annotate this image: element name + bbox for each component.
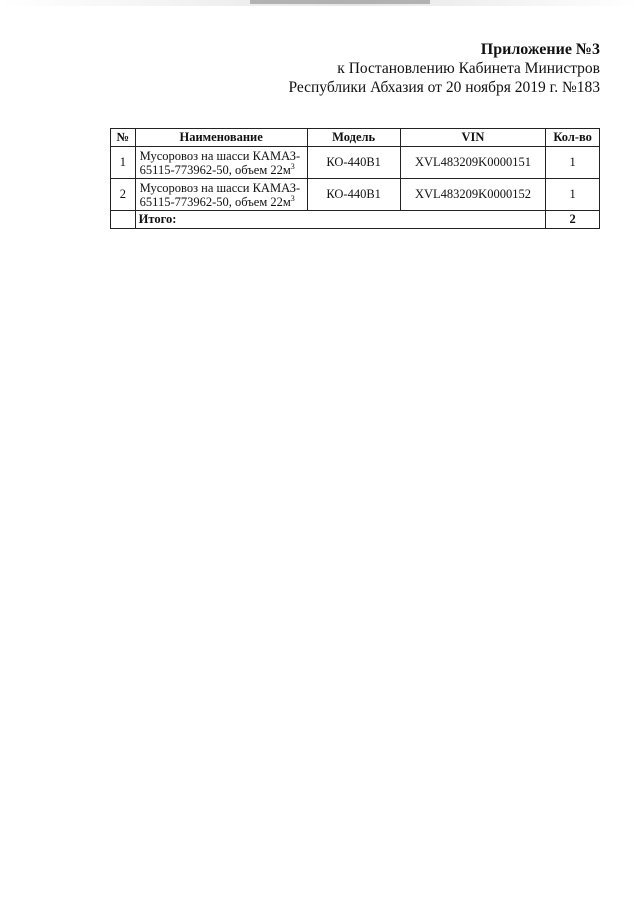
scan-edge-mark [250,0,430,4]
column-header-vin: VIN [400,129,546,147]
total-label: Итого: [135,211,546,229]
row-number: 1 [111,147,136,179]
total-row [111,211,600,229]
appendix-title: Приложение №3 [480,41,600,58]
column-header-quantity: Кол-во [546,129,600,147]
row-name-superscript: 3 [290,193,295,203]
total-value: 2 [546,211,600,229]
row-quantity: 1 [546,179,600,211]
row-name [135,179,307,211]
column-header-number: № [111,129,136,147]
vehicle-table [110,128,600,229]
row-vin: XVL483209K0000152 [400,179,546,211]
table-header-row [111,129,600,147]
row-name-line2: 65115-773962-50, объем 22м [139,162,291,177]
row-name-superscript: 3 [290,161,295,171]
header-date-line: Республики Абхазия от 20 ноября 2019 г. №183 [288,79,600,96]
row-model: КО-440В1 [307,147,400,179]
row-number: 2 [111,179,136,211]
document-header [288,40,600,97]
row-quantity: 1 [546,147,600,179]
table-row [111,147,600,179]
total-empty-cell [111,211,136,229]
table-row [111,179,600,211]
row-name [135,147,307,179]
header-decree-line: к Постановлению Кабинета Министров [337,60,600,77]
row-vin: XVL483209K0000151 [400,147,546,179]
row-name-line1: Мусоровоз на шасси КАМАЗ- [139,148,301,163]
column-header-model: Модель [307,129,400,147]
row-name-line1: Мусоровоз на шасси КАМАЗ- [139,180,301,195]
row-model: КО-440В1 [307,179,400,211]
row-name-line2: 65115-773962-50, объем 22м [139,194,291,209]
column-header-name: Наименование [135,129,307,147]
